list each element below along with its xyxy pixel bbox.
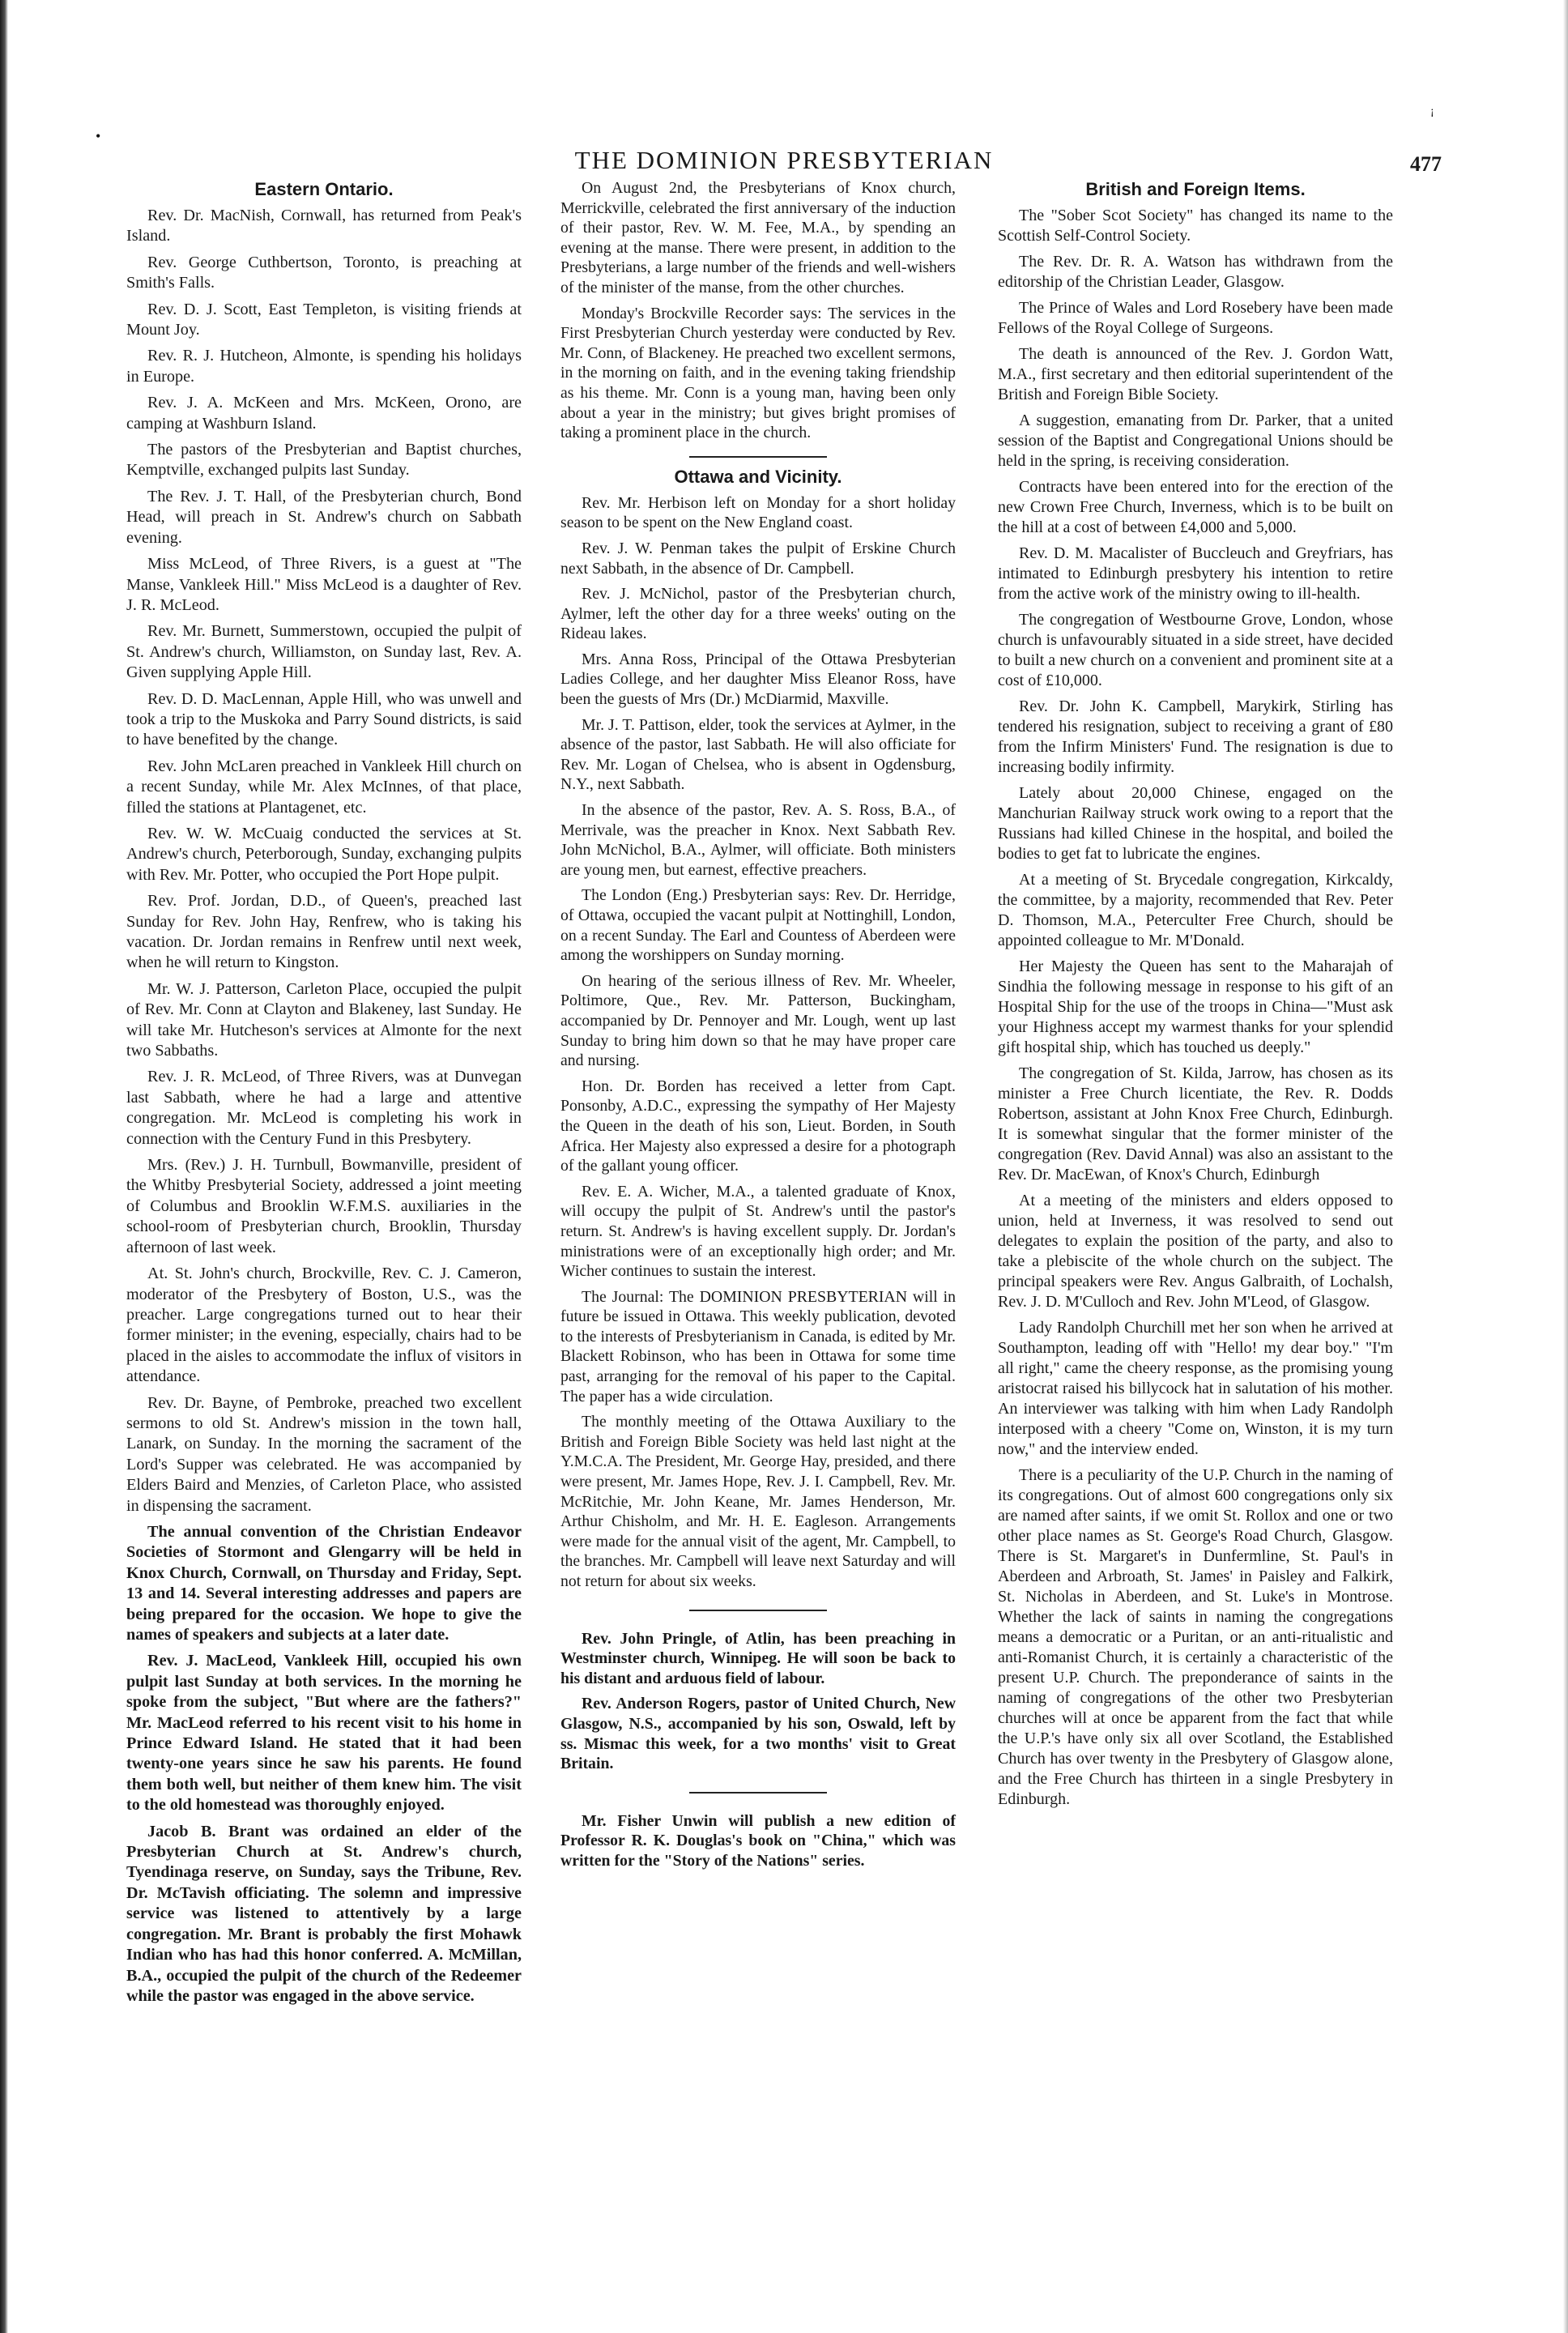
news-item: The Journal: The DOMINION PRESBYTERIAN will in future be issued in Ottawa. This weekly publication, devoted to the interests of Presbyterianism in Canada, is edited by Mr. Blackett Robinson, who has been in Ottawa for some time past, arranging for the removal of his paper to the Capital. The paper has a wide circulation.	[560, 1287, 956, 1405]
page-right-edge	[1563, 0, 1568, 2333]
news-item: Rev. Dr. Bayne, of Pembroke, preached two excellent sermons to old St. Andrew's mission in the town hall, Lanark, on Sunday. In the morning the sacrament of the Lord's Supper was celebrated. He was accompanied by Elders Baird and Menzies, of Carleton Place, who assisted in dispensing the sacrament.	[126, 1393, 522, 1515]
news-item: Rev. Mr. Herbison left on Monday for a short holiday season to be spent on the New England coast.	[560, 493, 956, 532]
news-item: The congregation of Westbourne Grove, London, whose church is unfavourably situated in a side street, have decided to built a new church on a convenient and prominent site at a cost of £10,000.	[998, 611, 1393, 689]
news-item: Rev. J. R. McLeod, of Three Rivers, was at Dunvegan last Sabbath, where he had a large and attentive congregation. Mr. McLeod is completing his work in connection with the Century Fund in this Presbytery.	[126, 1068, 522, 1148]
news-item: The London (Eng.) Presbyterian says: Rev. Dr. Herridge, of Ottawa, occupied the vacant pulpit at Nottinghill, London, on a recent Sunday. The Earl and Countess of Aberdeen were among the worshippers on Sunday morning.	[560, 886, 956, 965]
news-item: Rev. Dr. John K. Campbell, Marykirk, Stirling has tendered his resignation, subject to receiving a grant of £80 from the Infirm Ministers' Fund. The resignation is due to increasing bodily infirmity.	[998, 697, 1393, 776]
news-item: Mr. Fisher Unwin will publish a new edition of Professor R. K. Douglas's book on "China," which was written for the "Story of the Nations" series.	[560, 1811, 956, 1870]
section-divider	[689, 456, 827, 458]
news-item: At. St. John's church, Brockville, Rev. C. J. Cameron, moderator of the Presbytery of Boston, U.S., was the preacher. Large congregations turned out to hear their former minister; in the evening, especially, chairs had to be placed in the aisles to accommodate the influx of visitors in attendance.	[126, 1265, 522, 1386]
news-item: Mrs. (Rev.) J. H. Turnbull, Bowmanville, president of the Whitby Presbyterial Society, addressed a joint meeting of Columbus and Brooklin W.F.M.S. auxiliaries in the school-room of Presbyterian church, Brooklin, Thursday afternoon of last week.	[126, 1156, 522, 1256]
news-item: Rev. George Cuthbertson, Toronto, is preaching at Smith's Falls.	[126, 253, 522, 292]
news-item: A suggestion, emanating from Dr. Parker, that a united session of the Baptist and Congregational Unions should be held in the spring, is receiving consideration.	[998, 412, 1393, 470]
article-section	[560, 466, 956, 1611]
news-item: The "Sober Scot Society" has changed its name to the Scottish Self-Control Society.	[998, 207, 1393, 245]
news-item: Rev. J. McNichol, pastor of the Presbyterian church, Aylmer, left the other day for a three weeks' outing on the Rideau lakes.	[560, 585, 956, 643]
news-item: The pastors of the Presbyterian and Baptist churches, Kemptville, exchanged pulpits last Sunday.	[126, 441, 522, 480]
article-section	[998, 178, 1393, 1810]
news-item: Rev. Mr. Burnett, Summerstown, occupied the pulpit of St. Andrew's church, Williamston, on Sunday last, Rev. A. Given supplying Apple Hill.	[126, 622, 522, 682]
ink-speck: •	[96, 128, 101, 144]
news-item: Miss McLeod, of Three Rivers, is a guest at "The Manse, Vankleek Hill." Miss McLeod is a daughter of Rev. J. R. McLeod.	[126, 555, 522, 614]
news-item: The Prince of Wales and Lord Rosebery have been made Fellows of the Royal College of Surgeons.	[998, 299, 1393, 337]
news-item: Rev. Dr. MacNish, Cornwall, has returned from Peak's Island.	[126, 207, 522, 245]
news-item: Hon. Dr. Borden has received a letter from Capt. Ponsonby, A.D.C., expressing the sympathy of Her Majesty the Queen in the death of his son, Lieut. Borden, in South Africa. Her Majesty also expressed a desire for a photograph of the gallant young officer.	[560, 1077, 956, 1175]
news-item: Rev. D. M. Macalister of Buccleuch and Greyfriars, has intimated to Edinburgh presbytery his intention to retire from the active work of the ministry owing to ill-health.	[998, 544, 1393, 603]
news-item: Jacob B. Brant was ordained an elder of the Presbyterian Church at St. Andrew's church, Tyendinaga reserve, on Sunday, says the Tribune, Rev. Dr. McTavish officiating. The solemn and impressive service was listened to attentively by a large congregation. Mr. Brant is probably the first Mohawk Indian who has had this honor conferred. A. McMillan, B.A., occupied the pulpit of the church of the Redeemer while the pastor was engaged in the above service.	[126, 1822, 522, 2005]
article-section	[126, 178, 522, 2007]
news-item: Lately about 20,000 Chinese, engaged on the Manchurian Railway struck work owing to a report that the Russians had killed Chinese in the hospital, and boiled the bodies to get fat to lubricate the engines.	[998, 784, 1393, 863]
column-1	[126, 178, 522, 2012]
news-item: On August 2nd, the Presbyterians of Knox church, Merrickville, celebrated the first anniversary of the induction of their pastor, Rev. W. M. Fee, M.A., by spending an evening at the manse. There were present, in addition to the Presbyterians, a large number of the friends and well-wishers of the minister of the manse, from the other churches.	[560, 179, 956, 296]
article-section	[560, 1629, 956, 1793]
news-item: At a meeting of the ministers and elders opposed to union, held at Inverness, it was resolved to send out delegates to explain the position of the party, and also to take a plebiscite of the whole church on the subject. The principal speakers were Rev. Angus Galbraith, of Lochalsh, Rev. J. D. M'Culloch and Rev. John M'Leod, of Glasgow.	[998, 1192, 1393, 1311]
news-item: The Rev. J. T. Hall, of the Presbyterian church, Bond Head, will preach in St. Andrew's church on Sabbath evening.	[126, 487, 522, 547]
news-item: The monthly meeting of the Ottawa Auxiliary to the British and Foreign Bible Society was held last night at the Y.M.C.A. The President, Mr. George Hay, presided, and there were present, Mr. James Hope, Rev. J. I. Campbell, Rev. Mr. McRitchie, Mr. John Keane, Mr. James Henderson, Mr. Arthur Chisholm, and Mr. H. E. Eagleson. Arrangements were made for the annual visit of the agent, Mr. Campbell, to the branches. Mr. Campbell will leave next Saturday and will not return for about six weeks.	[560, 1413, 956, 1590]
news-item: Monday's Brockville Recorder says: The services in the First Presbyterian Church yesterday were conducted by Rev. Mr. Conn, of Blackeney. He preached two excellent sermons, in the morning on faith, and in the evening taking friendship as his theme. Mr. Conn is a young man, having been only about a year in the ministry; but gives bright promises of taking a prominent place in the church.	[560, 304, 956, 442]
article-section	[560, 1811, 956, 1871]
section-heading: Ottawa and Vicinity.	[674, 466, 842, 487]
news-item: Rev. E. A. Wicher, M.A., a talented graduate of Knox, will occupy the pulpit of St. Andrew's until the pastor's return. St. Andrew's is having excellent supply. Dr. Jordan's ministrations were of an exceptionally high order; and Mr. Wicher continues to sustain the interest.	[560, 1182, 956, 1281]
news-item: Rev. J. A. McKeen and Mrs. McKeen, Orono, are camping at Washburn Island.	[126, 394, 522, 433]
news-item: Lady Randolph Churchill met her son when he arrived at Southampton, leading off with "Hello! my dear boy." "I'm all right," came the cheery response, as the promising young aristocrat raised his billycock hat in salutation of his mother. An interviewer was talking with him when Lady Randolph interposed with a cheery "Come on, Winston, it is my turn now," and the interview ended.	[998, 1319, 1393, 1458]
news-item: Her Majesty the Queen has sent to the Maharajah of Sindhia the following message in response to his gift of an Hospital Ship for the use of the troops in China—"Must ask your Highness accept my warmest thanks for your splendid gift hospital ship, which has touched us deeply."	[998, 958, 1393, 1056]
page-binding-edge	[0, 0, 8, 2333]
news-item: At a meeting of St. Brycedale congregation, Kirkcaldy, the committee, by a majority, recommended that Rev. Peter D. Thomson, M.A., Peterculter Free Church, should be appointed colleague to Mr. M'Donald.	[998, 871, 1393, 949]
news-item: Rev. John McLaren preached in Vankleek Hill church on a recent Sunday, while Mr. Alex McInnes, of that place, filled the stations at Plantagenet, etc.	[126, 757, 522, 817]
article-section	[560, 178, 956, 458]
news-item: Rev. D. J. Scott, East Templeton, is visiting friends at Mount Joy.	[126, 300, 522, 339]
news-item: Rev. R. J. Hutcheon, Almonte, is spending his holidays in Europe.	[126, 347, 522, 386]
news-item: Rev. Prof. Jordan, D.D., of Queen's, preached last Sunday for Rev. John Hay, Renfrew, who is taking his vacation. Dr. Jordan remains in Renfrew until next week, when he will return to Kingston.	[126, 892, 522, 972]
news-item: Mrs. Anna Ross, Principal of the Ottawa Presbyterian Ladies College, and her daughter Miss Eleanor Ross, have been the guests of Mrs (Dr.) McDiarmid, Maxville.	[560, 650, 956, 709]
news-item: The annual convention of the Christian Endeavor Societies of Stormont and Glengarry will be held in Knox Church, Cornwall, on Thursday and Friday, Sept. 13 and 14. Several interesting addresses and papers are being prepared for the occasion. We hope to give the names of speakers and subjects at a later date.	[126, 1522, 522, 1644]
news-item: Mr. J. T. Pattison, elder, took the services at Aylmer, in the absence of the pastor, last Sabbath. He will also officiate for Rev. Mr. Logan of Chelsea, who is absent in Ogdensburg, N.Y., next Sabbath.	[560, 715, 956, 794]
news-item: Rev. W. W. McCuaig conducted the services at St. Andrew's church, Peterborough, Sunday, exchanging pulpits with Rev. Mr. Potter, who occupied the Port Hope pulpit.	[126, 824, 522, 884]
page-number: 477	[1410, 152, 1442, 176]
news-item: Contracts have been entered into for the erection of the new Crown Free Church, Inverness, which is to be built on the hill at a cost of between £4,000 and 5,000.	[998, 478, 1393, 536]
newspaper-title: THE DOMINION PRESBYTERIAN	[574, 146, 994, 174]
news-item: There is a peculiarity of the U.P. Church in the naming of its congregations. Out of almost 600 congregations only six are named after saints, if we omit St. Rollox and one or two other place names as St. George's Road Church, Glasgow. There is St. Margaret's in Dunfermline, St. Paul's in Aberdeen and Arbroath, St. James' in Paisley and Falkirk, St. Nicholas in Aberdeen, and St. Luke's in Montrose. Whether the lack of saints in naming the congregations means a democratic or a Puritan, or an anti-ritualistic and anti-Romanist Church, it is certainly a characteristic of the present U.P. Church. The preponderance of saints in the naming of congregations of the other two Presbyterian churches will at once be apparent from the fact that while the U.P.'s have only six all over Scotland, the Established Church has over twenty in the Presbytery of Glasgow alone, and the Free Church has thirteen in a single Presbytery in Edinburgh.	[998, 1466, 1393, 1808]
section-divider	[689, 1792, 827, 1793]
section-divider	[689, 1610, 827, 1611]
news-item: The Rev. Dr. R. A. Watson has withdrawn from the editorship of the Christian Leader, Glasgow.	[998, 253, 1393, 291]
news-item: The death is announced of the Rev. J. Gordon Watt, M.A., first secretary and then editorial superintendent of the British and Foreign Bible Society.	[998, 345, 1393, 403]
news-item: The congregation of St. Kilda, Jarrow, has chosen as its minister a Free Church licentiate, the Rev. R. Dodds Robertson, assistant at John Knox Free Church, Edinburgh. It is somewhat singular that the former minister of the congregation (Rev. David Annal) was also an assistant to the Rev. Dr. MacEwan, of Knox's Church, Edinburgh	[998, 1064, 1393, 1184]
news-item: Mr. W. J. Patterson, Carleton Place, occupied the pulpit of Rev. Mr. Conn at Clayton and Blakeney, last Sunday. He will take Mr. Hutcheson's services at Almonte for the next two Sabbaths.	[126, 979, 522, 1060]
news-item: On hearing of the serious illness of Rev. Mr. Wheeler, Poltimore, Que., Rev. Mr. Patterson, Buckingham, accompanied by Dr. Pennoyer and Mr. Lough, went up last Sunday to bring him down so that he may have proper care and nursing.	[560, 971, 956, 1070]
news-item: Rev. Anderson Rogers, pastor of United Church, New Glasgow, N.S., accompanied by his son, Oswald, left by ss. Mismac this week, for a two months' visit to Great Britain.	[560, 1695, 956, 1773]
section-heading: British and Foreign Items.	[1085, 179, 1306, 199]
news-item: Rev. J. W. Penman takes the pulpit of Erskine Church next Sabbath, in the absence of Dr. Campbell.	[560, 539, 956, 578]
news-item: In the absence of the pastor, Rev. A. S. Ross, B.A., of Merrivale, was the preacher in Knox. Next Sabbath Rev. John McNichol, B.A., Aylmer, will officiate. Both ministers are young men, but earnest, effective preachers.	[560, 801, 956, 879]
column-3	[998, 178, 1393, 1815]
section-heading: Eastern Ontario.	[254, 179, 394, 199]
masthead	[0, 146, 1568, 181]
ink-speck: ¡	[1430, 105, 1434, 117]
column-2	[560, 178, 956, 1877]
news-item: Rev. D. D. MacLennan, Apple Hill, who was unwell and took a trip to the Muskoka and Parry Sound districts, is said to have benefited by the change.	[126, 689, 522, 749]
news-item: Rev. John Pringle, of Atlin, has been preaching in Westminster church, Winnipeg. He will soon be back to his distant and arduous field of labour.	[560, 1629, 956, 1687]
news-item: Rev. J. MacLeod, Vankleek Hill, occupied his own pulpit last Sunday at both services. In the morning he spoke from the subject, "But where are the fathers?" Mr. MacLeod referred to his recent visit to his home in Prince Edward Island. He stated that it had been twenty-one years since he saw his parents. He found them both well, but neither of them knew him. The visit to the old homestead was thoroughly enjoyed.	[126, 1652, 522, 1815]
